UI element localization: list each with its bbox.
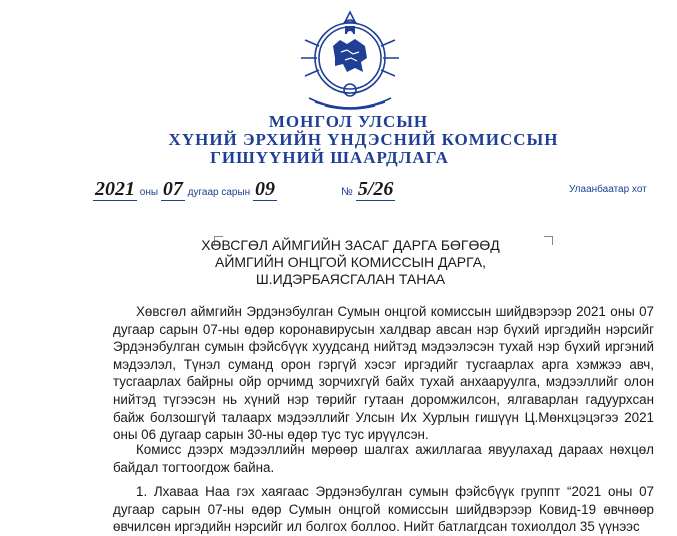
body-paragraph-1 bbox=[113, 303, 654, 444]
addressee-line2: АЙМГИЙН ОНЦГОЙ КОМИССЫН ДАРГА, bbox=[214, 254, 487, 270]
document-type-title: ГИШҮҮНИЙ ШААРДЛАГА bbox=[210, 148, 449, 167]
organization-name-line2: ХҮНИЙ ЭРХИЙН ҮНДЭСНИЙ КОМИССЫН bbox=[168, 130, 559, 149]
addressee-line1: ХӨВСГӨЛ АЙМГИЙН ЗАСАГ ДАРГА БӨГӨӨД bbox=[201, 237, 500, 253]
date-year: 2021 bbox=[95, 178, 135, 200]
state-emblem-icon bbox=[295, 6, 405, 118]
body-paragraph-2 bbox=[113, 441, 654, 476]
addressee-line3: Ш.ИДЭРБАЯСГАЛАН ТАНАА bbox=[255, 271, 446, 287]
body-paragraph-3-text: 1. Лхаваа Наа гэх хаягаас Эрдэнэбулган сумын фэйсбүүк группт “2021 оны 07 дугаар сарын 07-ны өдөр Сумын онцгой комиссын шийдвэрээр Ковид-19 өвчнөөр өвчилсөн иргэдийн нэрсийг ил болгох боллоо. Нийт батлагдсан тохиолдол 35 үүнээс bbox=[113, 484, 654, 535]
date-year-suffix: оны bbox=[139, 187, 159, 198]
organization-name-line1: МОНГОЛ УЛСЫН bbox=[268, 112, 429, 131]
date-month: 07 bbox=[162, 178, 183, 200]
date-day: 09 bbox=[254, 178, 275, 200]
document-number bbox=[341, 178, 395, 201]
date-month-suffix: дугаар сарын bbox=[187, 187, 251, 198]
body-paragraph-1-text: Хөвсгөл аймгийн Эрдэнэбулган Сумын онцгой комиссын шийдвэрээр 2021 оны 07 дугаар сарын 07-ны өдөр коронавирусын халдвар авсан нэр бүхий иргэдийн нэрсийг Эрдэнэбулган сумын фэйсбүүк хуудсанд нийтэд мэдээлэсэн тухай нэр бүхий иргэний мэдээлэл, Түнэл суманд орон гэргүй хэсэг иргэдийг тусгаарлах арга хэмжээ авч, тусгаарлах байрны ойр орчимд зорчихгүй байх тухай анхааруулга, мэдээллийг олон нийтэд түгээсэн нь хүний нэр төрийг гутаан доромжилсон, ялгаварлан гадуурхсан байж болзошгүй талаарх мэдээллийг Улсын Их Хурлын гишүүн Ц.Мөнхцэцэгээ 2021 оны 06 дугаар сарын 30-ны өдөр тус тус ирүүлсэн. bbox=[113, 304, 654, 443]
body-paragraph-3 bbox=[113, 483, 654, 536]
city-name: Улаанбаатар хот bbox=[569, 184, 647, 195]
date-line bbox=[93, 178, 277, 201]
number-label: № bbox=[341, 186, 353, 198]
number-value: 5/26 bbox=[357, 178, 394, 200]
body-paragraph-2-text: Комисс дээрх мэдээллийн мөрөөр шалгах ажиллагаа явуулахад дараах нөхцөл байдал тогтоогдож байна. bbox=[113, 442, 654, 475]
